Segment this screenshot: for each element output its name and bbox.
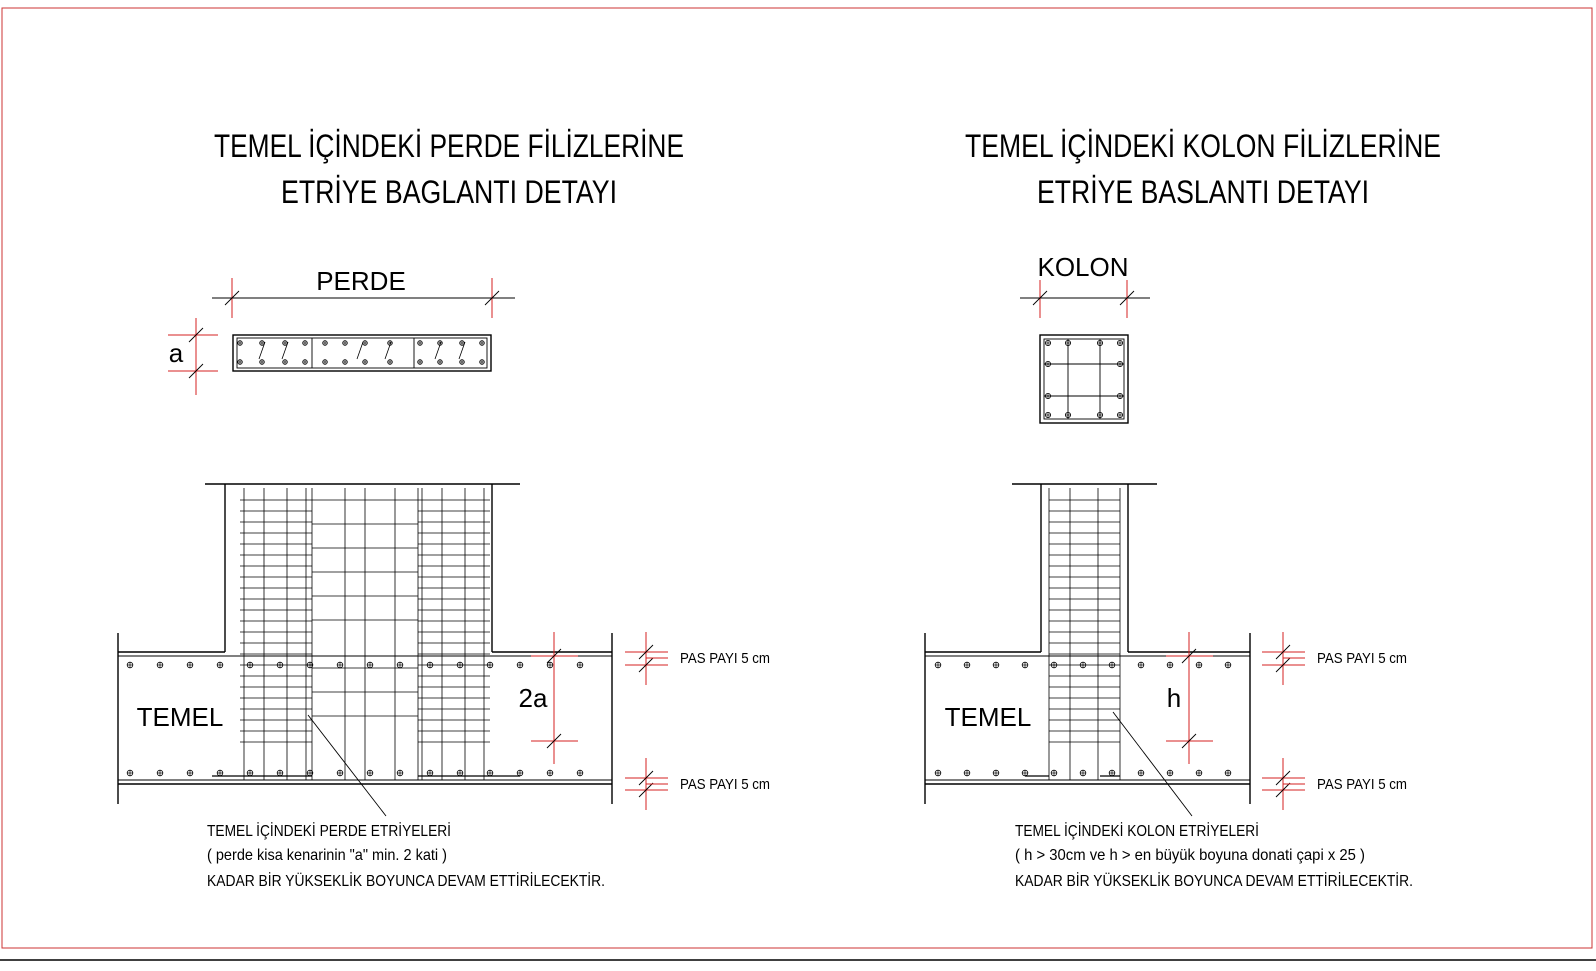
rebar-section <box>307 662 313 668</box>
rebar-section <box>1065 412 1070 417</box>
right-foundation-label: TEMEL <box>944 702 1032 732</box>
rebar-section <box>238 341 243 346</box>
rebar-section <box>547 770 553 776</box>
left-foundation-label: TEMEL <box>136 702 224 732</box>
rebar-section <box>337 662 343 668</box>
dim-a <box>168 318 218 395</box>
rebar-section <box>283 360 288 365</box>
rebar-section <box>547 662 553 668</box>
rebar-section <box>577 662 583 668</box>
rebar-section <box>1022 770 1028 776</box>
rebar-section <box>1080 770 1086 776</box>
rebar-section <box>1117 340 1122 345</box>
rebar-section <box>397 662 403 668</box>
rebar-section <box>260 341 265 346</box>
rebar-section <box>238 360 243 365</box>
dim-2a-label: 2a <box>518 683 548 713</box>
right-cover-bottom <box>1262 758 1407 810</box>
rebar-section <box>283 341 288 346</box>
rebar-section <box>277 662 283 668</box>
rebar-section <box>337 770 343 776</box>
rebar-section <box>517 770 523 776</box>
rebar-section <box>247 770 253 776</box>
left-cover-top <box>625 632 770 685</box>
rebar-section <box>397 770 403 776</box>
rebar-section <box>993 770 999 776</box>
rebar-section <box>367 770 373 776</box>
rebar-section <box>303 341 308 346</box>
rebar-section <box>1080 662 1086 668</box>
right-cover-top <box>1262 632 1407 685</box>
perde-elevation <box>118 484 612 804</box>
right-leader-line <box>1113 712 1192 816</box>
rebar-section <box>1109 662 1115 668</box>
rebar-section <box>1045 393 1050 398</box>
left-cover-top-label: PAS PAYI 5 cm <box>680 650 770 667</box>
rebar-section <box>480 360 485 365</box>
rebar-section <box>1225 662 1231 668</box>
rebar-section <box>1045 412 1050 417</box>
rebar-section <box>964 770 970 776</box>
rebar-section <box>1065 340 1070 345</box>
rebar-section <box>1167 770 1173 776</box>
rebar-section <box>1109 770 1115 776</box>
perde-plan-label: PERDE <box>316 266 406 296</box>
rebar-section <box>935 770 941 776</box>
rebar-section <box>457 770 463 776</box>
left-leader-line <box>308 715 386 816</box>
kolon-plan-section <box>1040 335 1128 423</box>
rebar-section <box>1196 770 1202 776</box>
right-note-line1: TEMEL İÇİNDEKİ KOLON ETRİYELERİ <box>1015 823 1300 840</box>
rebar-section <box>363 341 368 346</box>
left-note-line3: KADAR BİR YÜKSEKLİK BOYUNCA DEVAM ETTİRİLECEKTİR. <box>207 873 667 890</box>
rebar-section <box>187 662 193 668</box>
right-note-line3: KADAR BİR YÜKSEKLİK BOYUNCA DEVAM ETTİRİLECEKTİR. <box>1015 873 1475 890</box>
rebar-section <box>517 662 523 668</box>
right-cover-bottom-label: PAS PAYI 5 cm <box>1317 776 1407 793</box>
rebar-section <box>1117 361 1122 366</box>
rebar-section <box>127 770 133 776</box>
right-detail <box>925 128 1475 890</box>
rebar-section <box>487 662 493 668</box>
rebar-section <box>1138 770 1144 776</box>
rebar-section <box>277 770 283 776</box>
kolon-elevation <box>925 484 1250 804</box>
rebar-section <box>388 360 393 365</box>
kolon-plan-label: KOLON <box>1037 252 1129 282</box>
rebar-section <box>157 770 163 776</box>
rebar-section <box>1225 770 1231 776</box>
dim-a-label: a <box>168 338 184 368</box>
rebar-section <box>427 662 433 668</box>
rebar-section <box>418 360 423 365</box>
left-cover-bottom-label: PAS PAYI 5 cm <box>680 776 770 793</box>
rebar-section <box>438 360 443 365</box>
tie-hook <box>357 342 363 359</box>
right-title-line1: TEMEL İÇİNDEKİ KOLON FİLİZLERİNE <box>965 128 1441 164</box>
rebar-section <box>1022 662 1028 668</box>
rebar-section <box>303 360 308 365</box>
kolon-plan-dimension <box>1020 280 1150 318</box>
rebar-section <box>323 341 328 346</box>
perde-plan-section <box>233 335 491 371</box>
rebar-section <box>1167 662 1173 668</box>
rebar-section <box>127 662 133 668</box>
rebar-section <box>217 770 223 776</box>
rebar-section <box>260 360 265 365</box>
left-note-line2: ( perde kisa kenarinin "a" min. 2 kati ) <box>207 847 447 864</box>
rebar-section <box>1117 393 1122 398</box>
rebar-section <box>935 662 941 668</box>
rebar-section <box>1097 412 1102 417</box>
rebar-section <box>460 360 465 365</box>
rebar-section <box>157 662 163 668</box>
rebar-section <box>964 662 970 668</box>
rebar-section <box>367 662 373 668</box>
dim-h-label: h <box>1166 683 1182 713</box>
rebar-section <box>247 662 253 668</box>
rebar-section <box>457 662 463 668</box>
rebar-section <box>1138 662 1144 668</box>
rebar-section <box>323 360 328 365</box>
rebar-section <box>993 662 999 668</box>
left-detail <box>118 128 770 890</box>
rebar-section <box>418 341 423 346</box>
rebar-section <box>1196 662 1202 668</box>
rebar-section <box>363 360 368 365</box>
rebar-section <box>187 770 193 776</box>
rebar-section <box>307 770 313 776</box>
rebar-section <box>460 341 465 346</box>
rebar-section <box>427 770 433 776</box>
rebar-section <box>1045 361 1050 366</box>
rebar-section <box>343 360 348 365</box>
right-cover-top-label: PAS PAYI 5 cm <box>1317 650 1407 667</box>
rebar-section <box>1045 340 1050 345</box>
left-title-line2: ETRİYE BAGLANTI DETAYI <box>281 174 617 210</box>
rebar-section <box>1051 662 1057 668</box>
left-cover-bottom <box>625 758 770 810</box>
rebar-section <box>577 770 583 776</box>
rebar-section <box>1097 340 1102 345</box>
rebar-section <box>217 662 223 668</box>
right-title-line2: ETRİYE BASLANTI DETAYI <box>1037 174 1369 210</box>
rebar-section <box>480 341 485 346</box>
left-title-line1: TEMEL İÇİNDEKİ PERDE FİLİZLERİNE <box>214 128 684 164</box>
right-note-line2: ( h > 30cm ve h > en büyük boyuna donati çapi x 25 ) <box>1015 847 1365 864</box>
rebar-section <box>487 770 493 776</box>
left-note-line1: TEMEL İÇİNDEKİ PERDE ETRİYELERİ <box>207 823 491 840</box>
rebar-section <box>1117 412 1122 417</box>
rebar-section <box>1051 770 1057 776</box>
rebar-section <box>343 341 348 346</box>
